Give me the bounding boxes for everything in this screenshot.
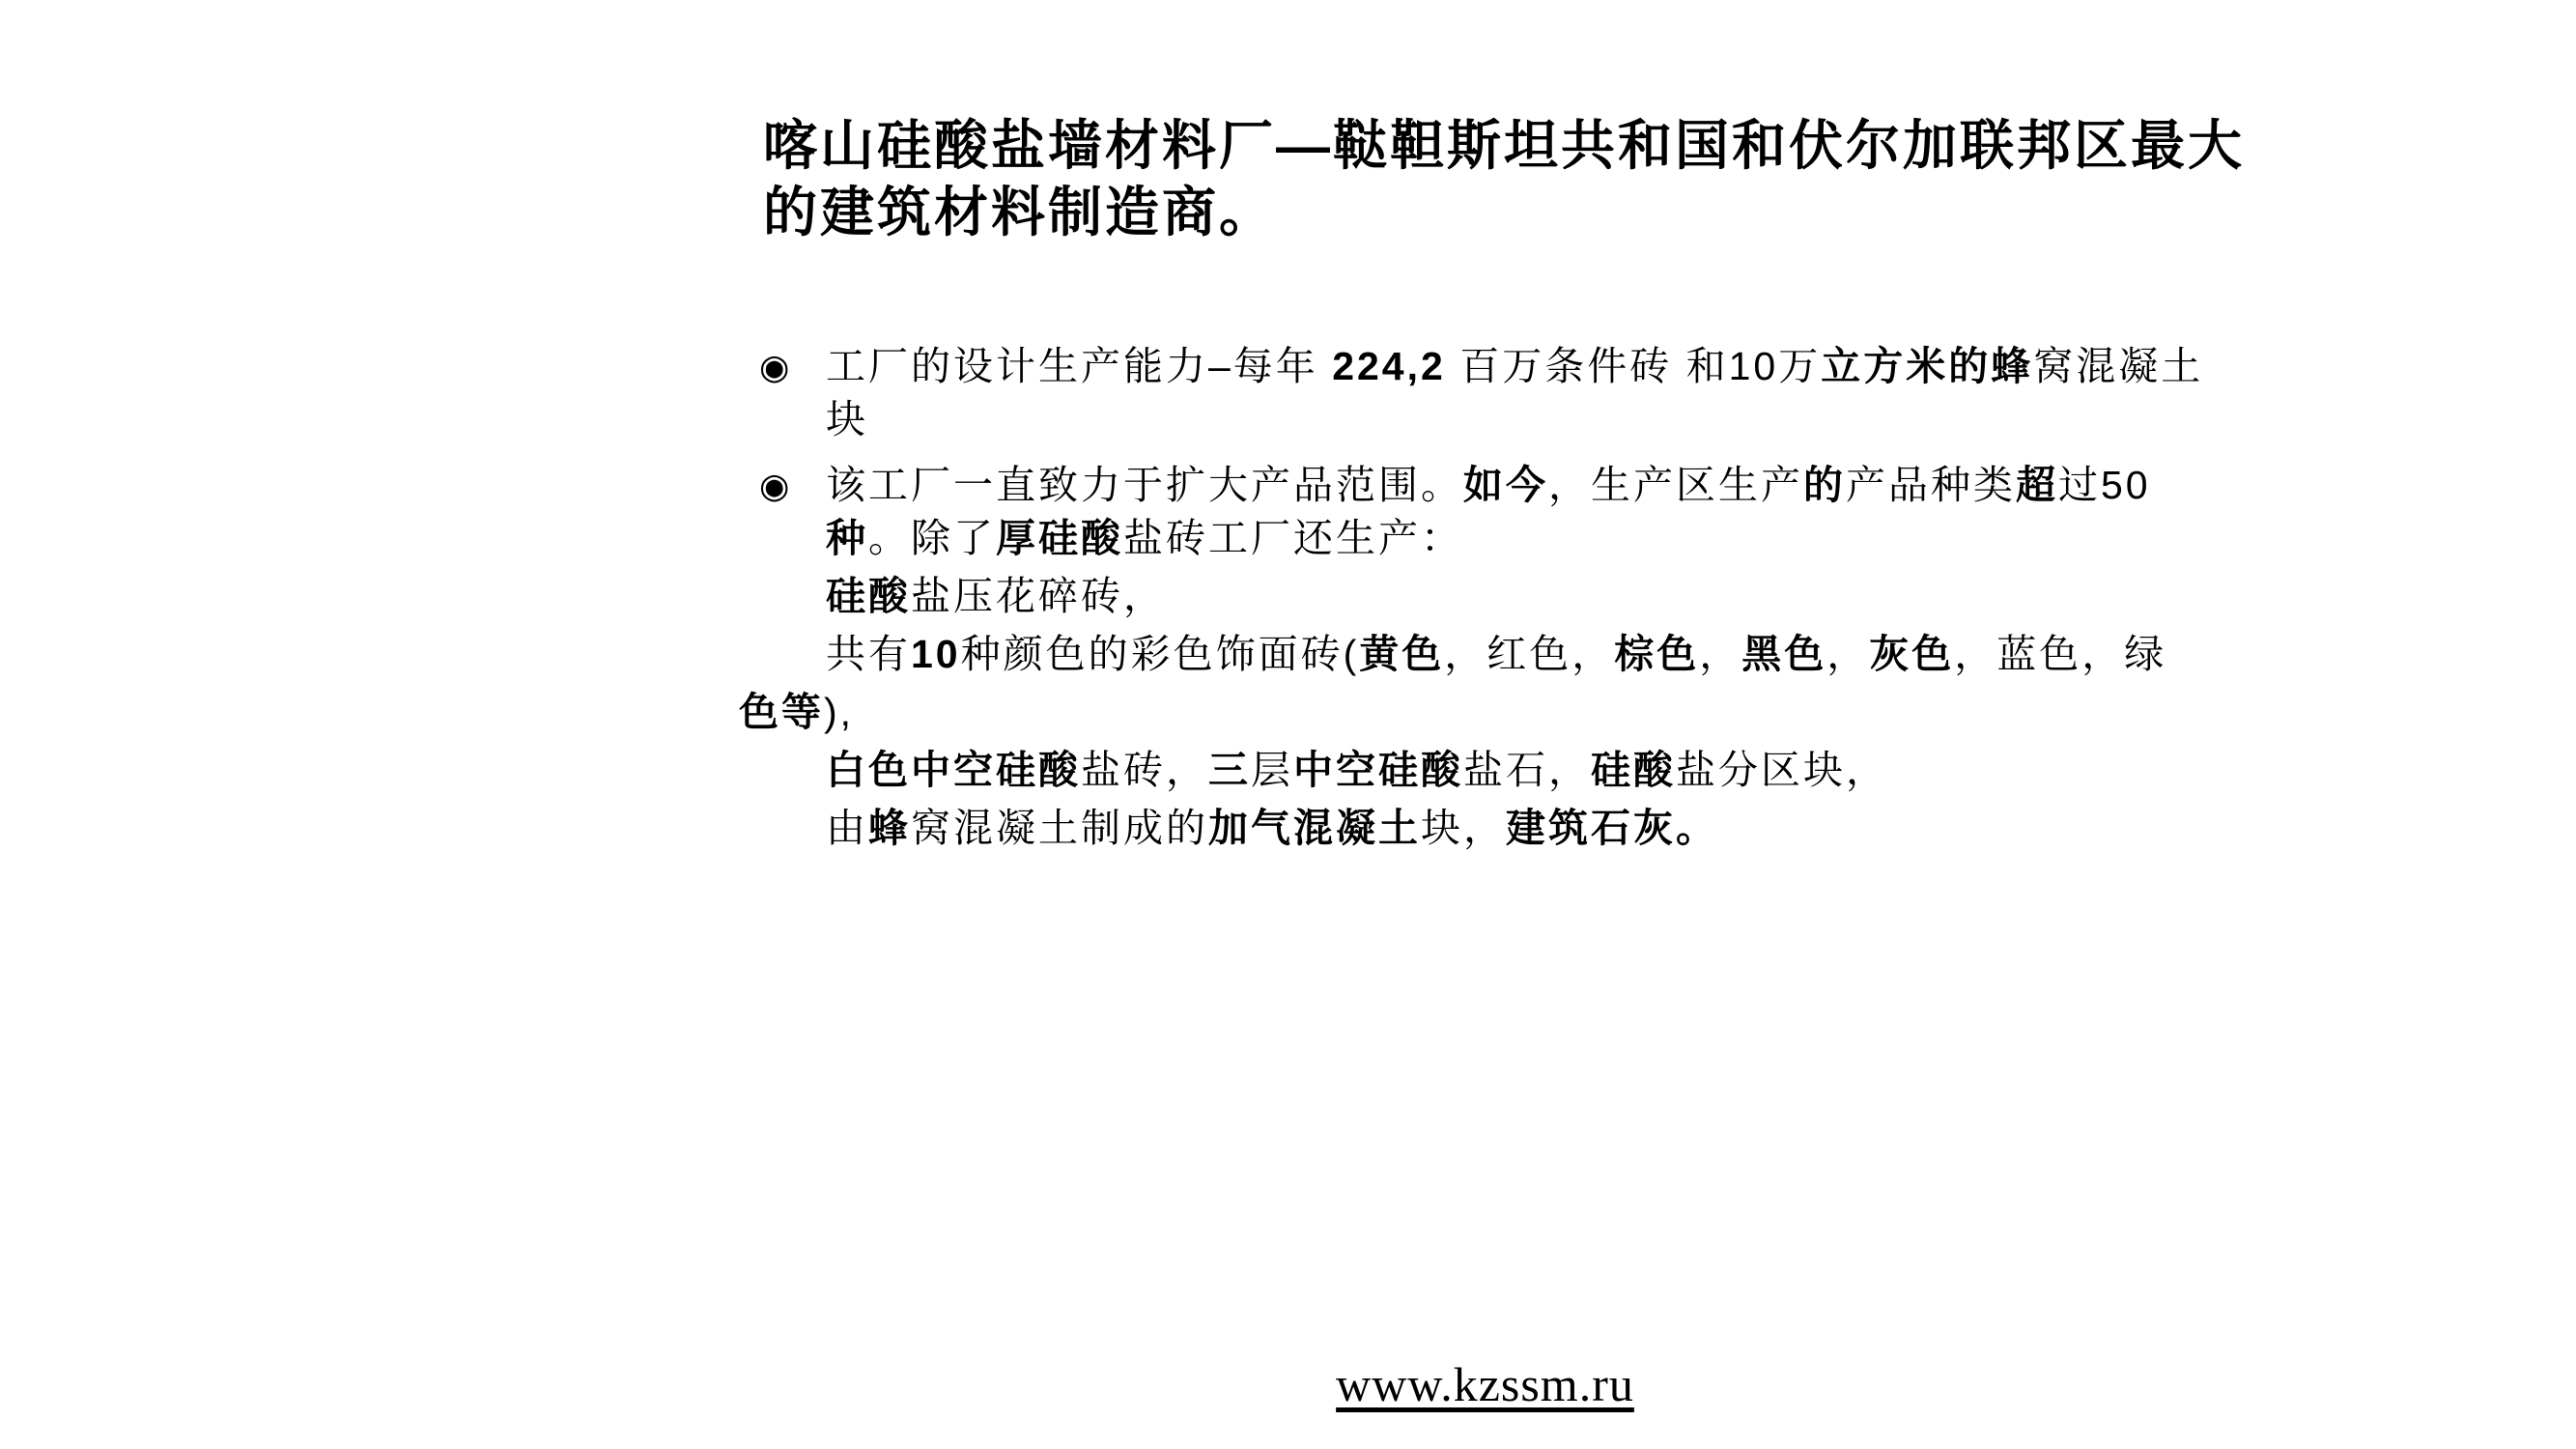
website-link[interactable]: www.kzssm.ru	[1336, 1357, 1634, 1411]
line-text: 硅酸盐压花碎砖，	[826, 574, 1166, 618]
fisheye-bullet-icon: ◉	[759, 466, 790, 505]
slide-body	[739, 340, 2246, 855]
body-line	[739, 570, 2246, 623]
slide-footer	[739, 1356, 2231, 1412]
line-text: 由蜂窝混凝土制成的加气混凝土块，建筑石灰。	[826, 806, 1718, 850]
bullet-line	[739, 459, 2246, 512]
line-text: 种。除了厚硅酸盐砖工厂还生产：	[826, 516, 1463, 560]
body-line	[739, 802, 2246, 855]
fisheye-bullet-icon: ◉	[759, 347, 790, 386]
line-text: 共有10种颜色的彩色饰面砖(黄色，红色，棕色，黑色，灰色，蓝色，绿	[826, 632, 2167, 676]
line-text: 工厂的设计生产能力–每年 224,2 百万条件砖 和10万立方米的蜂窝混凝土	[826, 344, 2204, 388]
body-line	[739, 628, 2246, 681]
body-line	[739, 512, 2246, 565]
slide-title	[763, 112, 2255, 245]
slide-title-line-2: 的建筑材料制造商。	[763, 182, 1276, 242]
body-line	[739, 686, 2246, 739]
line-text: 白色中空硅酸盐砖，三层中空硅酸盐石，硅酸盐分区块，	[826, 748, 1888, 792]
line-text: 块	[826, 397, 868, 441]
slide-title-line-1: 喀山硅酸盐墙材料厂—鞑靼斯坦共和国和伏尔加联邦区最大	[763, 115, 2245, 176]
body-line	[739, 393, 2246, 446]
line-text: 色等),	[739, 690, 855, 734]
line-text: 该工厂一直致力于扩大产品范围。如今，生产区生产的产品种类超过50	[826, 463, 2151, 507]
bullet-line	[739, 340, 2246, 393]
body-line	[739, 744, 2246, 797]
